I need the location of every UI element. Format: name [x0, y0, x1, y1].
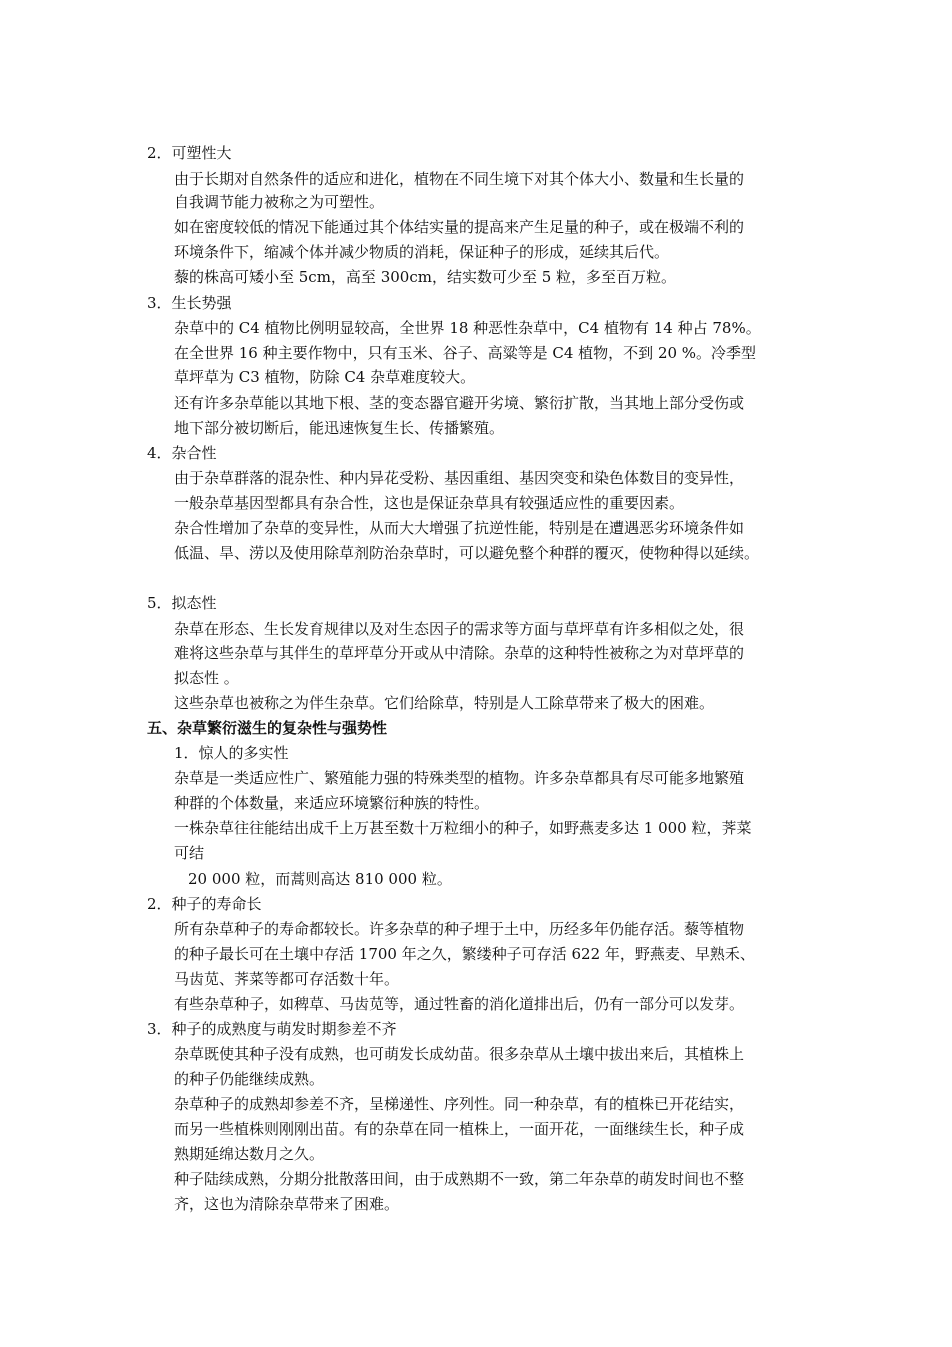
subheading-heterozygosity: 4．杂合性 — [147, 444, 217, 462]
paragraph-line: 杂草种子的成熟却参差不齐，呈梯递性、序列性。同一种杂草，有的植株已开花结实， — [174, 1095, 745, 1113]
paragraph-line: 熟期延绵达数月之久。 — [174, 1145, 325, 1163]
subheading-seed-longevity: 2．种子的寿命长 — [147, 895, 262, 913]
paragraph-line: 藜的株高可矮小至 5cm，高至 300cm，结实数可少至 5 粒，多至百万粒。 — [174, 268, 677, 286]
paragraph-line: 杂草既使其种子没有成熟，也可萌发长成幼苗。很多杂草从土壤中拔出来后，其植株上 — [174, 1045, 745, 1063]
paragraph-line: 还有许多杂草能以其地下根、茎的变态器官避开劣境、繁衍扩散，当其地上部分受伤或 — [174, 394, 745, 412]
paragraph-line: 杂草是一类适应性广、繁殖能力强的特殊类型的植物。许多杂草都具有尽可能多地繁殖 — [174, 769, 745, 787]
paragraph-line: 可结 — [174, 844, 205, 862]
paragraph-line: 杂草中的 C4 植物比例明显较高，全世界 18 种恶性杂草中，C4 植物有 14 种占 78%。 — [174, 319, 761, 337]
paragraph-line: 一般杂草基因型都具有杂合性，这也是保证杂草具有较强适应性的重要因素。 — [174, 494, 685, 512]
paragraph-line: 低温、旱、涝以及使用除草剂防治杂草时，可以避免整个种群的覆灭，使物种得以延续。 — [174, 544, 760, 562]
paragraph-line: 杂草在形态、生长发育规律以及对生态因子的需求等方面与草坪草有许多相似之处，很 — [174, 620, 745, 638]
paragraph-line: 难将这些杂草与其伴生的草坪草分开或从中清除。杂草的这种特性被称之为对草坪草的 — [174, 644, 745, 662]
paragraph-line: 有些杂草种子，如稗草、马齿苋等，通过牲畜的消化道排出后，仍有一部分可以发芽。 — [174, 995, 745, 1013]
paragraph-line: 一株杂草往往能结出成千上万甚至数十万粒细小的种子，如野燕麦多达 1 000 粒，荠菜 — [174, 819, 752, 837]
paragraph-line: 由于长期对自然条件的适应和进化，植物在不同生境下对其个体大小、数量和生长量的 — [174, 170, 745, 188]
paragraph-line: 这些杂草也被称之为伴生杂草。它们给除草，特别是人工除草带来了极大的困难。 — [174, 694, 715, 712]
paragraph-line: 由于杂草群落的混杂性、种内异花受粉、基因重组、基因突变和染色体数目的变异性， — [174, 469, 745, 487]
paragraph-line: 在全世界 16 种主要作物中，只有玉米、谷子、高粱等是 C4 植物，不到 20 %。冷季型 — [174, 344, 757, 362]
paragraph-line: 的种子最长可在土壤中存活 1700 年之久，繁缕种子可存活 622 年，野燕麦、早熟禾、 — [174, 945, 755, 963]
section-heading: 五、杂草繁衍滋生的复杂性与强势性 — [147, 719, 388, 737]
paragraph-line: 种子陆续成熟，分期分批散落田间，由于成熟期不一致，第二年杂草的萌发时间也不整 — [174, 1170, 745, 1188]
subheading-plasticity: 2．可塑性大 — [147, 144, 232, 162]
paragraph-line: 草坪草为 C3 植物，防除 C4 杂草难度较大。 — [174, 368, 476, 386]
paragraph-line: 而另一些植株则刚刚出苗。有的杂草在同一植株上，一面开花，一面继续生长，种子成 — [174, 1120, 745, 1138]
subheading-mimicry: 5．拟态性 — [147, 594, 217, 612]
paragraph-line: 齐，这也为清除杂草带来了困难。 — [174, 1195, 400, 1213]
paragraph-line: 环境条件下，缩减个体并减少物质的消耗，保证种子的形成，延续其后代。 — [174, 243, 670, 261]
subheading-fecundity: 1．惊人的多实性 — [174, 744, 289, 762]
paragraph-line: 马齿苋、荠菜等都可存活数十年。 — [174, 970, 400, 988]
paragraph-line: 所有杂草种子的寿命都较长。许多杂草的种子埋于土中，历经多年仍能存活。藜等植物 — [174, 920, 745, 938]
paragraph-line: 拟态性 。 — [174, 669, 239, 687]
paragraph-line: 种群的个体数量，来适应环境繁衍种族的特性。 — [174, 794, 490, 812]
subheading-vigor: 3．生长势强 — [147, 294, 232, 312]
paragraph-line: 20 000 粒，而蒿则高达 810 000 粒。 — [188, 870, 452, 888]
subheading-seed-maturity: 3．种子的成熟度与萌发时期参差不齐 — [147, 1020, 397, 1038]
paragraph-line: 如在密度较低的情况下能通过其个体结实量的提高来产生足量的种子，或在极端不利的 — [174, 218, 745, 236]
paragraph-line: 自我调节能力被称之为可塑性。 — [174, 193, 385, 211]
paragraph-line: 杂合性增加了杂草的变异性，从而大大增强了抗逆性能，特别是在遭遇恶劣环境条件如 — [174, 519, 745, 537]
paragraph-line: 的种子仍能继续成熟。 — [174, 1070, 325, 1088]
paragraph-line: 地下部分被切断后，能迅速恢复生长、传播繁殖。 — [174, 419, 505, 437]
